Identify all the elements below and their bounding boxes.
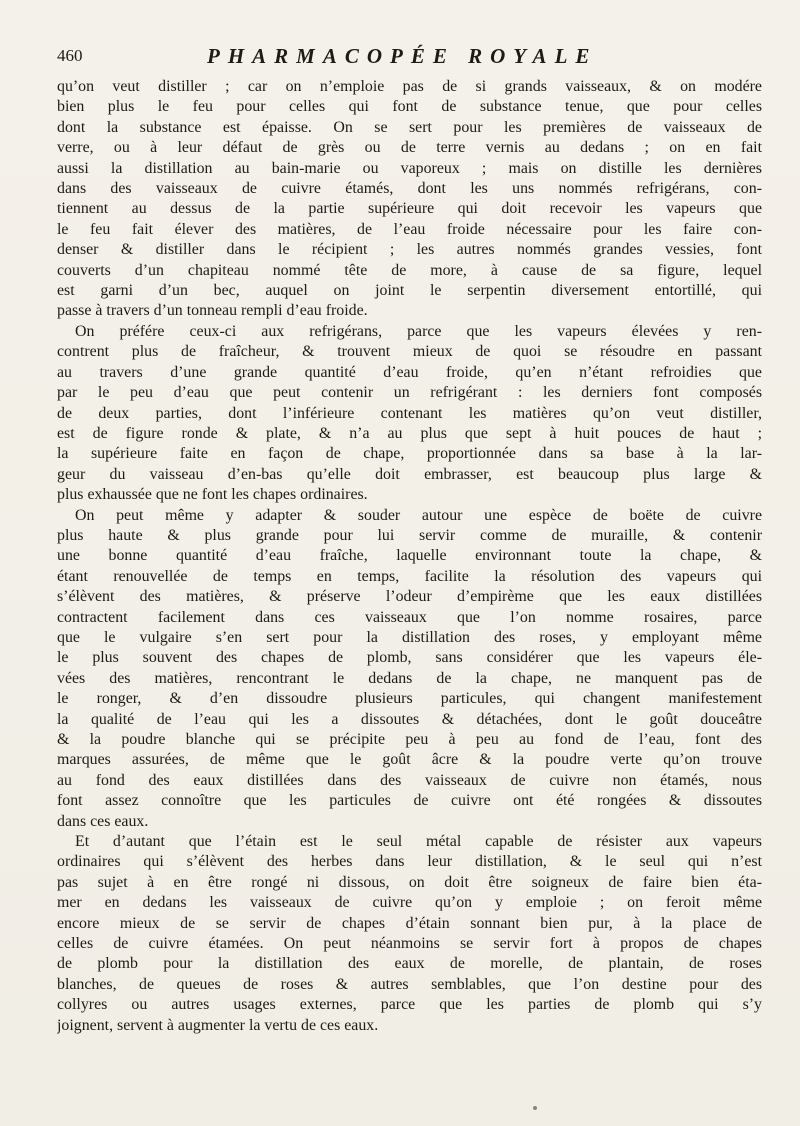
text-line: mer en dedans les vaisseaux de cuivre qu’on y emploie ; on feroit même [57, 894, 762, 912]
text-line: une bonne quantité d’eau fraîche, laquelle environnant toute la chape, & [57, 547, 762, 565]
text-line: dont la substance est épaisse. On se sert pour les premières de vaisseaux de [57, 118, 762, 136]
running-title: PHARMACOPÉE ROYALE [207, 44, 598, 68]
text-line: par le peu d’eau que peut contenir un refrigérant : les derniers font composés [57, 384, 762, 402]
text-line: aussi la distillation au bain-marie ou vaporeux ; mais on distille les dernières [57, 159, 762, 177]
text-line: font assez connoître que les particules de cuivre ont été rongées & dissoutes [57, 792, 762, 810]
text-line: verre, ou à leur défaut de grès ou de terre vernis au dedans ; on en fait [57, 139, 762, 157]
text-line: est de figure ronde & plate, & n’a au plus que sept à huit pouces de haut ; [57, 424, 762, 442]
text-line: que le vulgaire s’en sert pour la distillation des roses, y employant même [57, 628, 762, 646]
text-line: vées des matières, rencontrant le dedans de la chape, ne manquent pas de [57, 669, 762, 687]
paragraph [57, 77, 762, 322]
text-line: geur du vaisseau d’en-bas qu’elle doit embrasser, est beaucoup plus large & [57, 465, 762, 483]
text-line: encore mieux de se servir de chapes d’étain sonnant bien pur, à la place de [57, 914, 762, 932]
text-line: celles de cuivre étamées. On peut néanmoins se servir fort à propos de chapes [57, 935, 762, 953]
text-line: denser & distiller dans le récipient ; les autres nommés grandes vessies, font [57, 241, 762, 259]
text-line: plus exhaussée que ne font les chapes ordinaires. [57, 486, 368, 504]
text-line: au fond des eaux distillées dans des vaisseaux de cuivre non étamés, nous [57, 771, 762, 789]
text-line: étant renouvellée de temps en temps, facilite la résolution des vapeurs qui [57, 567, 762, 585]
text-line: contrent plus de fraîcheur, & trouvent mieux de quoi se résoudre en passant [57, 343, 762, 361]
text-line: & la poudre blanche qui se précipite peu à peu au fond de l’eau, font des [57, 731, 762, 748]
paragraph [57, 832, 762, 1036]
text-line: couverts d’un chapiteau nommé tête de more, à cause de sa figure, lequel [57, 261, 762, 279]
text-line: ordinaires qui s’élèvent des herbes dans leur distillation, & le seul qui n’est [57, 853, 762, 871]
body-text [57, 77, 762, 1036]
text-line: contractent facilement dans ces vaisseaux que l’on nomme rosaires, parce [57, 608, 762, 626]
text-line: qu’on veut distiller ; car on n’emploie pas de si grands vaisseaux, & on modére [57, 78, 762, 95]
text-line: plus haute & plus grande pour lui servir comme de muraille, & contenir [57, 526, 762, 544]
text-line: On peut même y adapter & souder autour une espèce de boëte de cuivre [75, 506, 762, 524]
text-line: de deux parties, dont l’inférieure contenant les matières qu’on veut distiller, [57, 404, 762, 422]
text-line: passe à travers d’un tonneau rempli d’eau froide. [57, 302, 368, 320]
paragraph [57, 506, 762, 833]
text-line: est garni d’un bec, auquel on joint le serpentin diversement entortillé, qui [57, 282, 762, 300]
text-line: On préfére ceux-ci aux refrigérans, parce que les vapeurs élevées y ren- [75, 322, 762, 340]
ink-speck [533, 1106, 537, 1110]
text-line: de plomb pour la distillation des eaux de morelle, de plantain, de roses [57, 955, 762, 973]
text-line: bien plus le feu pour celles qui font de substance tenue, que pour celles [57, 98, 762, 116]
text-line: blanches, de queues de roses & autres semblables, que l’on destine pour des [57, 975, 762, 993]
page-number: 460 [57, 46, 83, 65]
text-line: joignent, servent à augmenter la vertu de ces eaux. [57, 1016, 379, 1034]
text-line: Et d’autant que l’étain est le seul métal capable de résister aux vapeurs [75, 833, 762, 851]
page-header [57, 44, 767, 74]
paragraph [57, 322, 762, 506]
text-line: dans ces eaux. [57, 812, 149, 830]
text-line: au travers d’une grande quantité d’eau froide, qu’en n’étant refroidies que [57, 363, 762, 381]
text-line: collyres ou autres usages externes, parce que les parties de plomb qui s’y [57, 996, 762, 1014]
text-line: le ronger, & d’en dissoudre plusieurs particules, qui changent manifestement [57, 690, 762, 708]
text-line: dans des vaisseaux de cuivre étamés, dont les uns nommés refrigérans, con- [57, 180, 762, 198]
text-line: marques assurées, de même que le goût âcre & la poudre verte qu’on trouve [57, 751, 762, 769]
text-line: le feu fait élever des matières, de l’eau froide nécessaire pour les faire con- [57, 220, 762, 238]
text-line: la qualité de l’eau qui les a dissoutes & détachées, dont le goût douceâtre [57, 710, 762, 728]
text-line: tiennent au dessus de la partie supérieure qui doit recevoir les vapeurs que [57, 200, 762, 218]
text-line: le plus souvent des chapes de plomb, sans considérer que les vapeurs éle- [57, 649, 762, 667]
text-line: s’élèvent des matières, & préserve l’odeur d’empirème que les eaux distillées [57, 588, 762, 606]
text-line: pas sujet à en être rongé ni dissous, on doit être soigneux de faire bien éta- [57, 873, 762, 891]
text-line: la supérieure faite en façon de chape, proportionnée dans sa base à la lar- [57, 445, 762, 463]
